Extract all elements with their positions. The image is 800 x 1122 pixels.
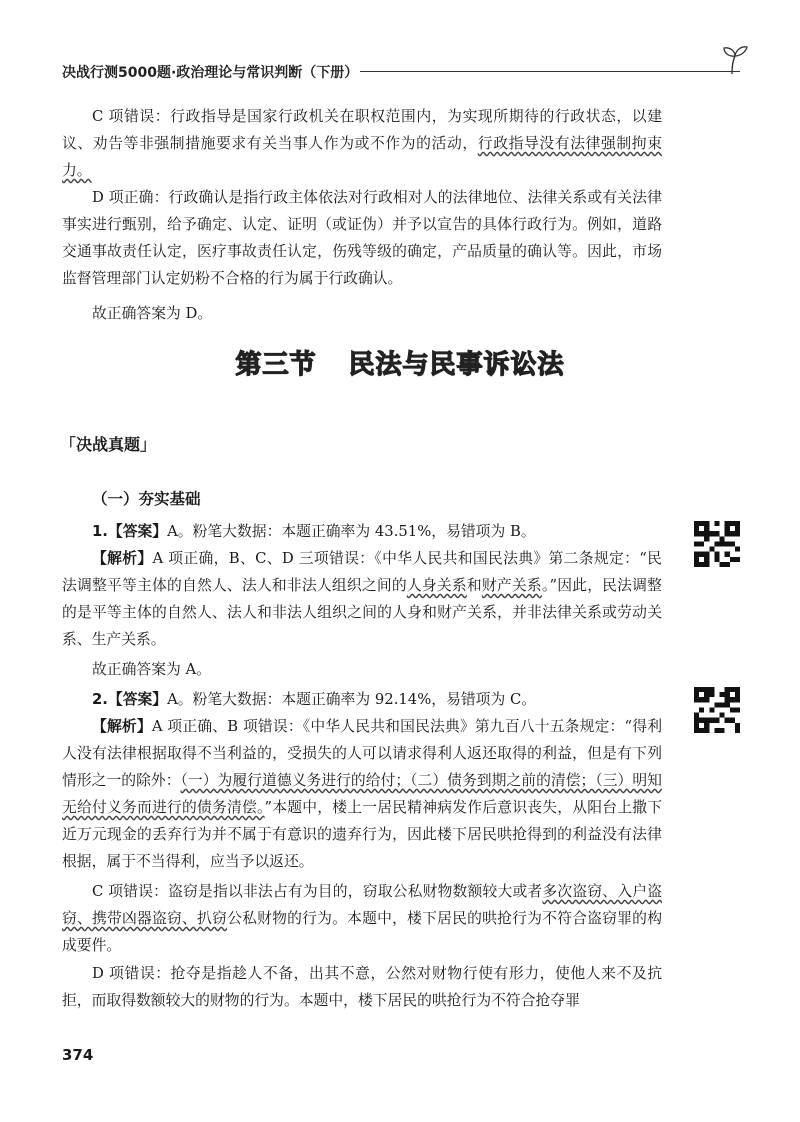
answer-a-q1: 故正确答案为 A。 <box>92 661 211 678</box>
subheading: （一）夯实基础 <box>92 490 201 508</box>
page-number: 374 <box>62 1046 94 1064</box>
qr-code-icon <box>694 521 740 567</box>
option-d-explanation: D 项正确：行政确认是指行政主体依法对行政相对人的法律地位、法律关系或有关法律事实进行甄别，给予确定、认定、证明（或证伪）并予以宣告的具体行政行为。例如，道路交通事故责任认定，医疗事故责任认定，伤残等级的确定，产品质量的确认等。因此，市场监督管理部门认定奶粉不合格的行为属于行政确认。 <box>62 189 662 287</box>
section-heading <box>0 344 800 381</box>
bracket-title: 「决战真题」 <box>60 435 157 454</box>
sprout-icon <box>720 44 750 76</box>
header-rule <box>360 71 740 72</box>
q2-option-c: C 项错误：盗窃是指以非法占有为目的，窃取公私财物数额较大或者多次盗窃、入户盗窃、携带凶器盗窃、扒窃公私财物的行为。本题中，楼下居民的哄抢行为不符合盗窃罪的构成要件。 <box>62 883 662 954</box>
q1-analysis: 【解析】A 项正确，B、C、D 三项错误：《中华人民共和国民法典》第二条规定：“民法调整平等主体的自然人、法人和非法人组织之间的人身关系和财产关系。”因此，民法调整的是平等主体的自然人、法人和非法人组织之间的人身和财产关系，并非法律关系或劳动关系、生产关系。 <box>62 550 662 648</box>
section-title: 民法与民事诉讼法 <box>348 350 565 380</box>
q2-option-d: D 项错误：抢夺是指趁人不备，出其不意，公然对财物行使有形力，使他人来不及抗拒，而取得数额较大的财物的行为。本题中，楼下居民的哄抢行为不符合抢夺罪 <box>62 965 662 1009</box>
section-number: 第三节 <box>235 350 317 380</box>
q2-answer-line: 2.【答案】A。粉笔大数据：本题正确率为 92.14%，易错项为 C。 <box>92 691 537 708</box>
option-c-explanation: C 项错误：行政指导是国家行政机关在职权范围内，为实现所期待的行政状态，以建议、劝告等非强制措施要求有关当事人作为或不作为的活动，行政指导没有法律强制拘束力。 <box>62 108 662 179</box>
book-title: 决战行测5000题·政治理论与常识判断（下册） <box>62 65 359 81</box>
answer-d: 故正确答案为 D。 <box>92 305 213 322</box>
q2-analysis: 【解析】A 项正确、B 项错误：《中华人民共和国民法典》第九百八十五条规定：“得利人没有法律根据取得不当利益的，受损失的人可以请求得利人返还取得的利益，但是有下列情形之一的除外：（一）为履行道德义务进行的给付；（二）债务到期之前的清偿；（三）明知无给付义务而进行的债务清偿。”本题中，楼上一居民精神病发作后意识丧失，从阳台上撒下近万元现金的丢弃行为并不属于有意识的遗弃行为，因此楼下居民哄抢得到的利益没有法律根据，属于不当得利，应当予以返还。 <box>62 718 662 870</box>
qr-code-icon <box>694 687 740 733</box>
q1-answer-line: 1.【答案】A。粉笔大数据：本题正确率为 43.51%，易错项为 B。 <box>92 523 536 540</box>
